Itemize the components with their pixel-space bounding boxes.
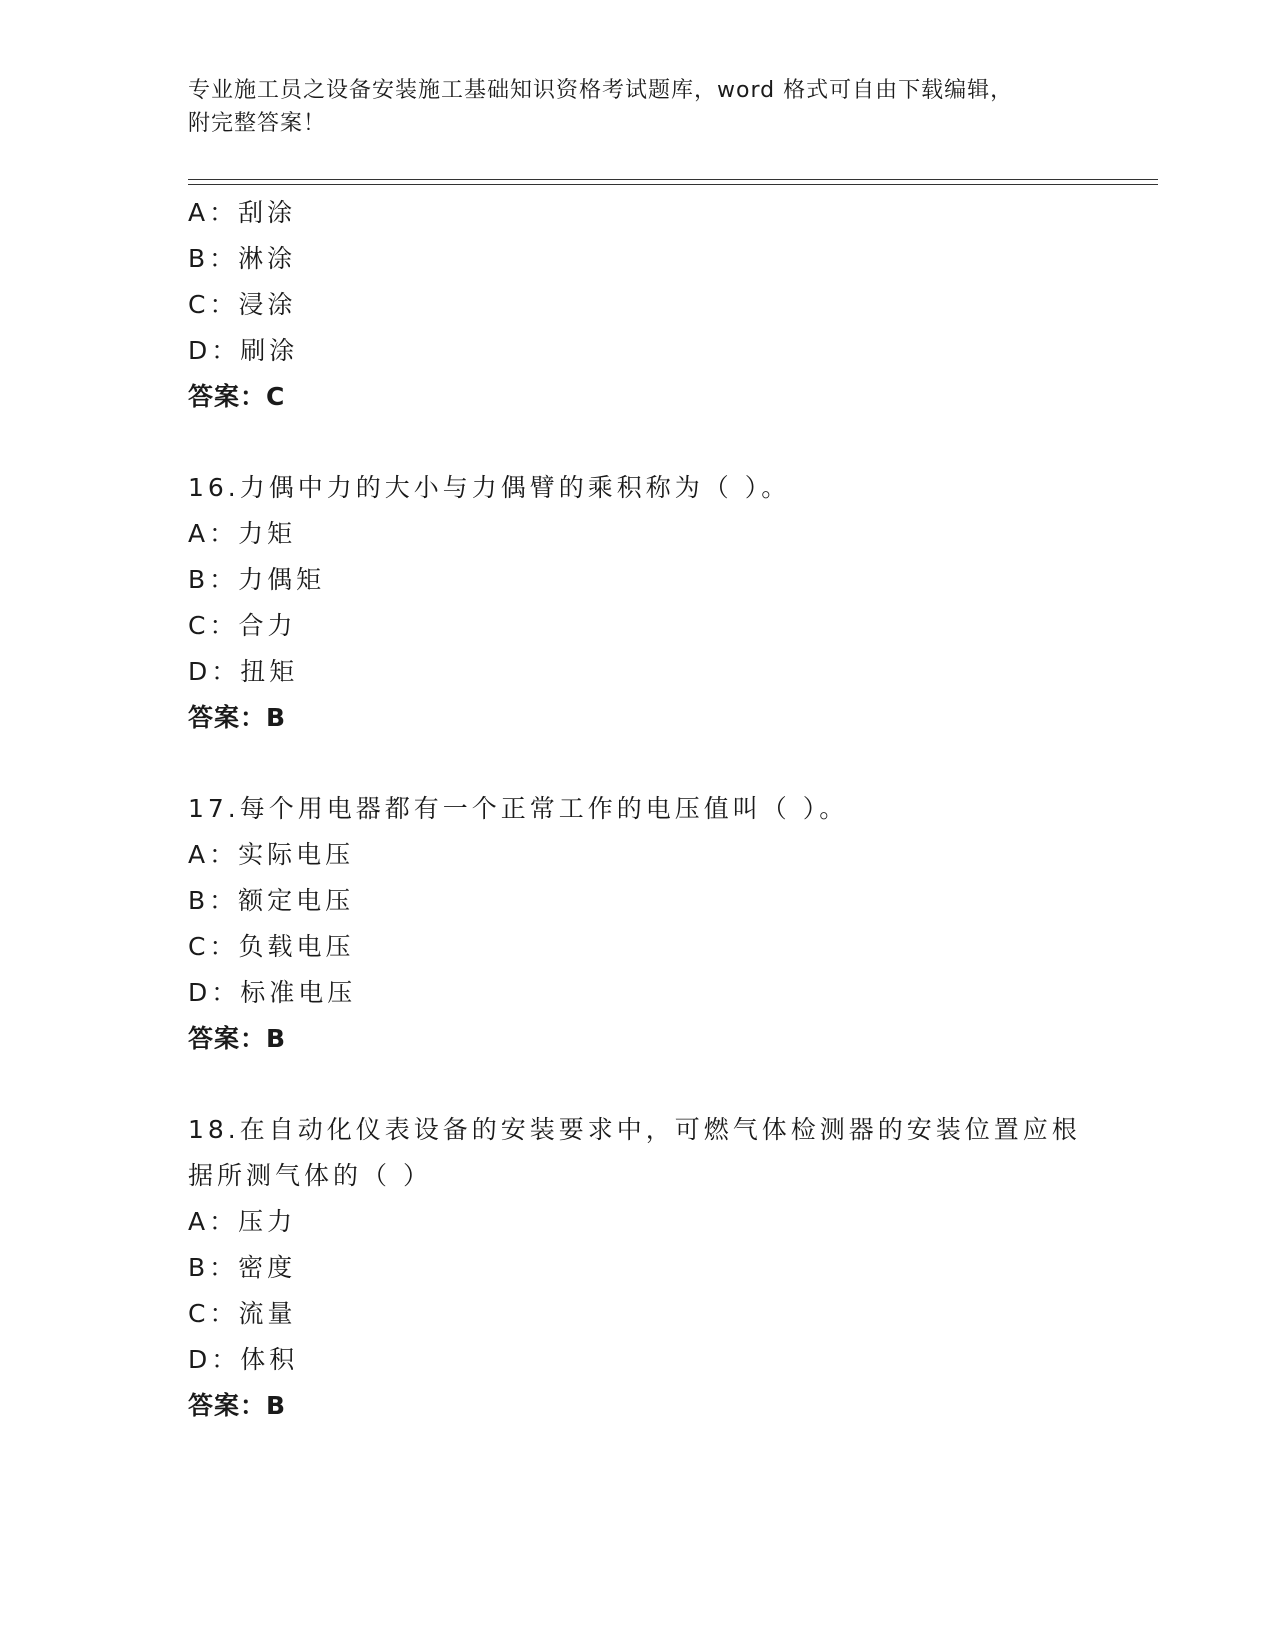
option-a: A：压力 [188,1207,297,1236]
question-text: 16.力偶中力的大小与力偶臂的乘积称为（ ）。 [188,473,791,502]
question-17 [188,786,1148,1062]
option-a: A：刮涂 [188,198,297,227]
option-d: D：体积 [188,1345,299,1374]
option-d: D：标准电压 [188,978,357,1007]
question-list [188,190,1148,1429]
spacer [188,741,1148,786]
option-c: C：负载电压 [188,932,355,961]
option-a: A：力矩 [188,519,297,548]
option-d: D：刷涂 [188,336,299,365]
option-b: B：额定电压 [188,886,355,915]
question-text-line-2: 据所测气体的（ ） [188,1161,432,1190]
question-text: 17.每个用电器都有一个正常工作的电压值叫（ ）。 [188,794,849,823]
answer-line: 答案：B [188,1391,287,1420]
question-18 [188,1107,1148,1429]
answer-line: 答案：B [188,703,287,732]
option-a: A：实际电压 [188,840,355,869]
answer-line: 答案：C [188,382,286,411]
answer-line: 答案：B [188,1024,287,1053]
header-line-2: 附完整答案！ [188,111,327,136]
question-16 [188,465,1148,741]
option-c: C：流量 [188,1299,297,1328]
option-c: C：合力 [188,611,297,640]
header-rule-bottom [188,184,1158,185]
header-line-1: 专业施工员之设备安装施工基础知识资格考试题库，word 格式可自由下载编辑， [188,78,1014,103]
option-b: B：密度 [188,1253,297,1282]
prev-question-block [188,190,1148,420]
spacer [188,1062,1148,1107]
spacer [188,420,1148,465]
option-b: B：淋涂 [188,244,297,273]
header-rule-top [188,179,1158,180]
option-c: C：浸涂 [188,290,297,319]
option-b: B：力偶矩 [188,565,326,594]
document-header [188,74,1088,140]
option-d: D：扭矩 [188,657,299,686]
question-text-line-1: 18.在自动化仪表设备的安装要求中，可燃气体检测器的安装位置应根 [188,1115,1081,1144]
